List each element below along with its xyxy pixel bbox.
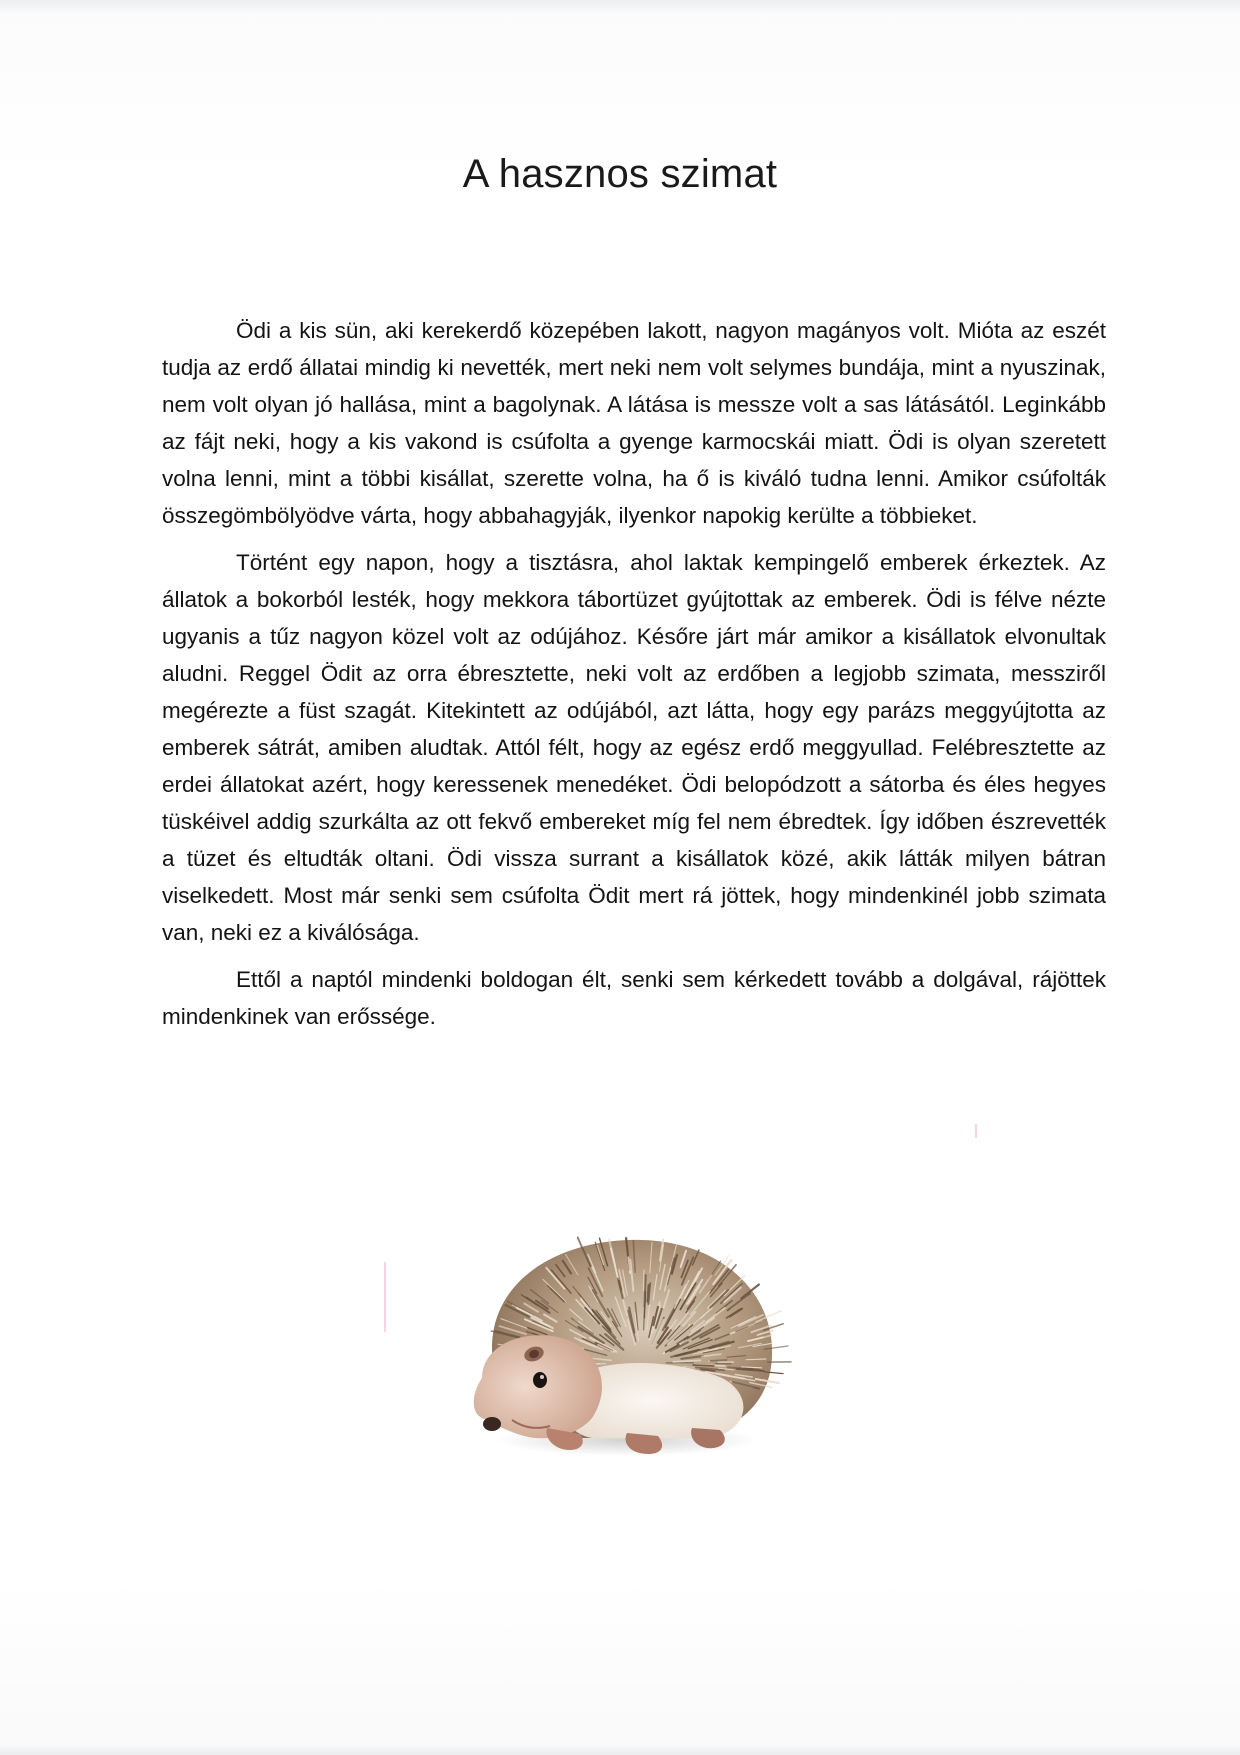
story-body [162,312,1106,1045]
hedgehog-icon [452,1228,792,1468]
scan-edge-bottom [0,1745,1240,1755]
paragraph-3: Ettől a naptól mindenki boldogan élt, senki sem kérkedett tovább a dolgával, rájöttek mindenkinek van erőssége. [162,967,1106,1029]
scan-edge-top [0,0,1240,14]
paragraph-1: Ödi a kis sün, aki kerekerdő közepében lakott, nagyon magányos volt. Mióta az eszét tudja az erdő állatai mindig ki nevették, mert neki nem volt selymes bundája, mint a nyuszinak, nem volt olyan jó hallása, mint a bagolynak. A látása is messze volt a sas látásától. Leginkább az fájt neki, hogy a kis vakond is csúfolta a gyenge karmocskái miatt. Ödi is olyan szeretett volna lenni, mint a többi kisállat, szerette volna, ha ő is kiváló tudna lenni. Amikor csúfolták összegömbölyödve várta, hogy abbahagyják, ilyenkor napokig kerülte a többieket. [162,318,1106,528]
spine-stroke [711,1360,727,1361]
spine-stroke [693,1365,714,1366]
spine-stroke [746,1359,766,1360]
document-title: A hasznos szimat [462,152,778,196]
paragraph-2: Történt egy napon, hogy a tisztásra, ahol laktak kempingelő emberek érkeztek. Az állatok a bokorból lesték, hogy mekkora tábortüzet gyújtottak az emberek. Ödi is félve nézte ugyanis a tűz nagyon közel volt az odújához. Későre járt már amikor a kisállatok elvonultak aludni. Reggel Ödit az orra ébresztette, neki volt az erdőben a legjobb szimata, messziről megérezte a füst szagát. Kitekintett az odújából, azt látta, hogy egy parázs meggyújtotta az emberek sátrát, amiben aludtak. Attól félt, hogy az egész erdő meggyullad. Felébresztette az erdei állatokat azért, hogy keressenek menedéket. Ödi belopódzott a sátorba és éles hegyes tüskéivel addig szurkálta az ott fekvő embereket míg fel nem ébredtek. Így időben észrevették a tüzet és eltudták oltani. Ödi vissza surrant a kisállatok közé, akik látták milyen bátran viselkedett. Most már senki sem csúfolta Ödit mert rá jöttek, hogy mindenkinél jobb szimata van, neki ez a kiválósága. [162,550,1106,945]
scan-mark [384,1262,386,1332]
scan-mark [975,1124,977,1138]
